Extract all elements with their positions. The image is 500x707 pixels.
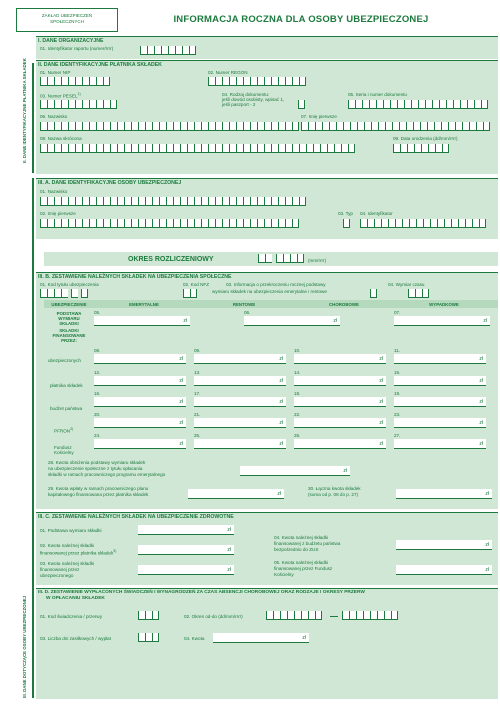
f30-zl: zł: [485, 491, 489, 497]
section-3a: [36, 178, 498, 239]
period-field[interactable]: [258, 254, 304, 263]
health-f04-zl: zł: [485, 542, 489, 548]
contribution-field[interactable]: [294, 418, 386, 428]
num-label: 13.: [194, 370, 201, 375]
contribution-zl: zł: [279, 356, 283, 362]
identifier-label: 04. Identyfikator: [360, 211, 393, 216]
num-label: 11.: [394, 348, 401, 353]
contribution-field[interactable]: [294, 439, 386, 449]
num-label: 22.: [294, 412, 301, 417]
section-3a-heading: III. A. DANE IDENTYFIKACYJNE OSOBY UBEZPIECZONEJ: [38, 180, 182, 186]
f28-field[interactable]: [240, 466, 350, 476]
num-label: 27.: [394, 433, 401, 438]
contribution-field[interactable]: [294, 376, 386, 386]
benefit-code-field[interactable]: [138, 611, 159, 620]
num-label: 17.: [194, 391, 201, 396]
health-f05-field[interactable]: [396, 565, 492, 575]
f29-zl: zł: [277, 491, 281, 497]
contribution-field[interactable]: [94, 439, 186, 449]
days-count-field[interactable]: [138, 633, 159, 642]
num-label: 26.: [294, 433, 301, 438]
form-sheet: [8, 8, 494, 701]
money-07[interactable]: [394, 316, 490, 326]
insurance-code-field[interactable]: [40, 289, 88, 298]
contribution-zl: zł: [379, 420, 383, 426]
payer-fund-2: Kościelny: [54, 450, 74, 455]
work-time-label: 04. Wymiar czasu: [388, 282, 425, 287]
health-f05-zl: zł: [485, 567, 489, 573]
section-2-side-bar: [32, 63, 34, 173]
pesel-footnote: 1): [77, 92, 81, 96]
amount-label: 04. Kwota: [184, 636, 205, 641]
short-name-label: 08. Nazwa skrócona: [40, 136, 82, 141]
health-base-label: 01. Podstawa wymiaru składki: [40, 528, 102, 533]
num-label: 15.: [394, 370, 401, 375]
health-f03-3: ubezpieczonego: [40, 573, 74, 578]
contribution-field[interactable]: [94, 418, 186, 428]
nfz-code-label: 02. Kod NFZ: [183, 282, 210, 287]
health-f03-field[interactable]: [138, 565, 234, 575]
contribution-field[interactable]: [94, 354, 186, 364]
section-3d: [36, 588, 498, 699]
num-label: 21.: [194, 412, 201, 417]
col-disability: RENTOWE: [232, 302, 256, 307]
period-label: OKRES ROZLICZENIOWY: [128, 256, 214, 263]
limit-info-field[interactable]: [370, 289, 377, 298]
insured-first-name-field[interactable]: [40, 219, 299, 228]
health-f05-1: 05. Kwota należnej składki: [274, 560, 329, 565]
num-label: 24.: [94, 433, 101, 438]
row-podstawa-1: PODSTAWA: [56, 311, 82, 316]
contribution-field[interactable]: [194, 418, 286, 428]
section-1-heading: I. DANE ORGANIZACYJNE: [38, 38, 104, 44]
col-insurance: UBEZPIECZENIE: [51, 302, 87, 307]
contribution-zl: zł: [179, 356, 183, 362]
first-name-label: 07. Imię pierwsze: [301, 114, 337, 119]
f29-label-2: kapitałowego finansowana przez płatnika składek: [48, 492, 149, 497]
contribution-field[interactable]: [94, 376, 186, 386]
f28-zl: zł: [343, 468, 347, 474]
section-3c-heading: III. C. ZESTAWIENIE NALEŻNYCH SKŁADEK NA UBEZPIECZENIE ZDROWOTNE: [38, 514, 234, 520]
doc-type-label: 04. Rodzaj dokumentu:: [222, 92, 270, 97]
f28-label-1: 28. Kwota obniżenia podstawy wymiaru składek: [48, 460, 146, 465]
money-07-zl: zł: [483, 318, 487, 324]
contribution-field[interactable]: [394, 418, 486, 428]
first-name-field[interactable]: [301, 122, 490, 131]
contribution-zl: zł: [379, 378, 383, 384]
report-id-field[interactable]: [140, 46, 196, 55]
contribution-zl: zł: [479, 356, 483, 362]
contribution-zl: zł: [479, 420, 483, 426]
num-label: 19.: [394, 391, 401, 396]
col-sickness: CHOROBOWE: [328, 302, 359, 307]
health-f02-field[interactable]: [138, 545, 234, 555]
contribution-zl: zł: [279, 399, 283, 405]
doc-number-label: 05. Seria i numer dokumentu: [348, 92, 407, 97]
contribution-zl: zł: [279, 441, 283, 447]
contribution-zl: zł: [479, 441, 483, 447]
row-finans-1: SKŁADKI: [59, 328, 79, 333]
amount-field[interactable]: [213, 633, 309, 643]
contribution-zl: zł: [179, 441, 183, 447]
limit-info-label: 03. Informacja o przekroczeniu rocznej podstawy: [226, 282, 326, 287]
num-label: 08.: [94, 348, 101, 353]
f28-label-2: na ubezpieczenie społeczne z tytułu opłacania: [48, 466, 143, 471]
section-2-heading: II. DANE IDENTYFIKACYJNE PŁATNIKA SKŁADEK: [38, 62, 162, 68]
amount-zl: zł: [302, 635, 306, 641]
pesel-label-text: 03. Numer PESEL: [40, 93, 78, 99]
col-accident: WYPADKOWE: [429, 302, 459, 307]
doc-type-note1: jeśli dowód osobisty, wpisać 1,: [222, 97, 285, 102]
period-to-field[interactable]: [342, 611, 398, 620]
surname-field[interactable]: [40, 122, 299, 131]
identifier-field[interactable]: [360, 219, 486, 228]
insured-first-name-label: 02. Imię pierwsze: [40, 211, 76, 216]
num-06: 06.: [244, 310, 251, 315]
contribution-zl: zł: [279, 378, 283, 384]
contribution-zl: zł: [379, 441, 383, 447]
days-count-label: 03. Liczba dni zasiłkowych / wypłat: [40, 636, 111, 641]
section-3d-heading: III. D. ZESTAWIENIE WYPŁACONYCH ŚWIADCZEŃ I WYNAGRODZEŃ ZA CZAS ABSENCJI CHOROBOWEJ ORAZ RODZAJE I OKRESY PRZERW: [38, 590, 365, 595]
contribution-field[interactable]: [194, 397, 286, 407]
num-label: 14.: [294, 370, 301, 375]
contribution-field[interactable]: [194, 439, 286, 449]
pesel-label: [40, 92, 81, 99]
row-finans-2: FINANSOWANE: [52, 333, 86, 338]
health-f05-2: finansowanej przez Fundusz: [274, 566, 333, 571]
contribution-zl: zł: [379, 356, 383, 362]
num-07: 07.: [394, 310, 401, 315]
num-label: 23.: [394, 412, 401, 417]
payer-employer: płatnika składek: [50, 383, 83, 388]
insurance-code-label: 01. Kod tytułu ubezpieczenia: [40, 282, 99, 287]
health-f03-1: 03. Kwota należnej składki: [40, 561, 95, 566]
pesel-field[interactable]: [40, 100, 117, 109]
contribution-zl: zł: [179, 378, 183, 384]
short-name-field[interactable]: [40, 144, 355, 153]
birth-date-field[interactable]: [393, 144, 449, 153]
doc-number-field[interactable]: [348, 100, 488, 109]
health-f04-3: bezpośrednio do ZUS: [274, 547, 319, 552]
period-range-label: 02. Okres od-do (dd/mm/rrrr): [184, 614, 243, 619]
contribution-field[interactable]: [394, 397, 486, 407]
num-label: 20.: [94, 412, 101, 417]
report-id-label: 01. Identyfikator raportu (numer/rrrr): [40, 46, 114, 51]
form-title: INFORMACJA ROCZNA DLA OSOBY UBEZPIECZONEJ: [173, 14, 429, 25]
zus-line2: SPOŁECZNYCH: [50, 19, 84, 24]
health-f03-zl: zł: [227, 567, 231, 573]
money-05-zl: zł: [183, 318, 187, 324]
contribution-field[interactable]: [394, 439, 486, 449]
nip-label: 01. Numer NIP: [40, 70, 71, 75]
health-base-zl: zł: [227, 527, 231, 533]
health-f04-1: 04. Kwota należnej składki: [274, 535, 329, 540]
health-base-field[interactable]: [138, 525, 234, 535]
benefit-code-label: 01. Kod świadczenia / przerwy: [40, 614, 103, 619]
nfz-code-field[interactable]: [183, 289, 197, 298]
payer-pfron-text: PFRON: [54, 428, 71, 434]
row-podstawa-2: WYMIARU: [58, 316, 80, 321]
num-label: 18.: [294, 391, 301, 396]
contribution-field[interactable]: [294, 354, 386, 364]
birth-date-label: 09. Data urodzenia (dd/mm/rrrr): [393, 136, 458, 141]
contribution-field[interactable]: [194, 354, 286, 364]
health-f02-sup: 3): [113, 549, 117, 553]
zus-line1: ZAKŁAD UBEZPIECZEŃ: [41, 13, 93, 18]
f30-label-1: 30. Łączna kwota składek: [308, 486, 361, 491]
health-f02-2-text: finansowanej przez płatnika składek: [40, 550, 114, 556]
contribution-field[interactable]: [94, 397, 186, 407]
money-06[interactable]: [244, 316, 340, 326]
contribution-field[interactable]: [394, 354, 486, 364]
money-05[interactable]: [94, 316, 190, 326]
num-05: 05.: [94, 310, 101, 315]
health-f03-2: finansowanej przez: [40, 567, 80, 572]
contribution-field[interactable]: [194, 376, 286, 386]
num-label: 12.: [94, 370, 101, 375]
limit-info-label2: wymiaru składek na ubezpieczenia emerytalne i rentowe: [212, 289, 327, 294]
payer-budget: budżet państwa: [50, 406, 83, 411]
health-f02-2: [40, 549, 116, 556]
f29-field[interactable]: [188, 489, 284, 499]
section-3-side-label: III. DANE DOTYCZĄCE OSOBY UBEZPIECZONEJ: [22, 595, 27, 698]
period-format: (mm/rrrr): [308, 258, 327, 263]
section-3b-heading: III. B. ZESTAWIENIE NALEŻNYCH SKŁADEK NA UBEZPIECZENIA SPOŁECZNE: [38, 274, 232, 280]
insured-surname-field[interactable]: [40, 197, 306, 206]
row-podstawa-3: SKŁADKI: [59, 321, 79, 326]
regon-label: 02. Numer REGON: [208, 70, 248, 75]
num-label: 25.: [194, 433, 201, 438]
id-type-field[interactable]: [343, 219, 350, 228]
row-finans-3: PRZEZ:: [61, 338, 77, 343]
contribution-field[interactable]: [294, 397, 386, 407]
payer-fund-1: Fundusz: [54, 445, 72, 450]
insured-surname-label: 01. Nazwisko: [40, 189, 68, 194]
payer-pfron-sup: 2): [70, 427, 74, 431]
contribution-field[interactable]: [394, 376, 486, 386]
health-f05-3: Kościelny: [274, 572, 294, 577]
contribution-zl: zł: [179, 420, 183, 426]
contribution-zl: zł: [379, 399, 383, 405]
section-3-side-bar: [32, 178, 34, 698]
f29-label-1: 29. Kwota wpłaty w ramach pracowniczego planu: [48, 486, 149, 491]
f28-label-3: składki w ramach pracowniczego programu emerytalnego: [48, 472, 166, 477]
section-2-side-label: II. DANE IDENTYFIKACYJNE PŁATNIKA SKŁADEK: [22, 58, 27, 163]
f30-field[interactable]: [396, 489, 492, 499]
contribution-zl: zł: [179, 399, 183, 405]
health-f04-field[interactable]: [396, 540, 492, 550]
money-06-zl: zł: [333, 318, 337, 324]
doc-type-note2: jeśli paszport - 2: [222, 102, 256, 107]
num-label: 10.: [294, 348, 301, 353]
period-dash: [330, 616, 338, 617]
surname-label: 06. Nazwisko: [40, 114, 68, 119]
zus-header-box: [16, 8, 118, 32]
payer-pfron: [54, 427, 73, 434]
health-f02-1: 02. Kwota należnej składki: [40, 543, 95, 548]
doc-type-field[interactable]: [298, 100, 305, 109]
nip-field[interactable]: [40, 77, 110, 86]
contribution-zl: zł: [479, 378, 483, 384]
payer-insured: ubezpieczonych: [48, 358, 81, 363]
period-from-field[interactable]: [266, 611, 322, 620]
health-f02-zl: zł: [227, 547, 231, 553]
work-time-field[interactable]: [408, 289, 429, 298]
id-type-label: 03. Typ: [338, 211, 353, 216]
f30-label-2: (suma od p. 08 do p. 27): [308, 492, 359, 497]
section-3d-heading-2: W OPŁACANIU SKŁADEK: [46, 596, 105, 601]
regon-field[interactable]: [208, 77, 306, 86]
num-label: 16.: [94, 391, 101, 396]
health-f04-2: finansowanej z budżetu państwa: [274, 541, 341, 546]
col-pension: EMERYTALNE: [129, 302, 159, 307]
contribution-zl: zł: [479, 399, 483, 405]
contribution-zl: zł: [279, 420, 283, 426]
num-label: 09.: [194, 348, 201, 353]
